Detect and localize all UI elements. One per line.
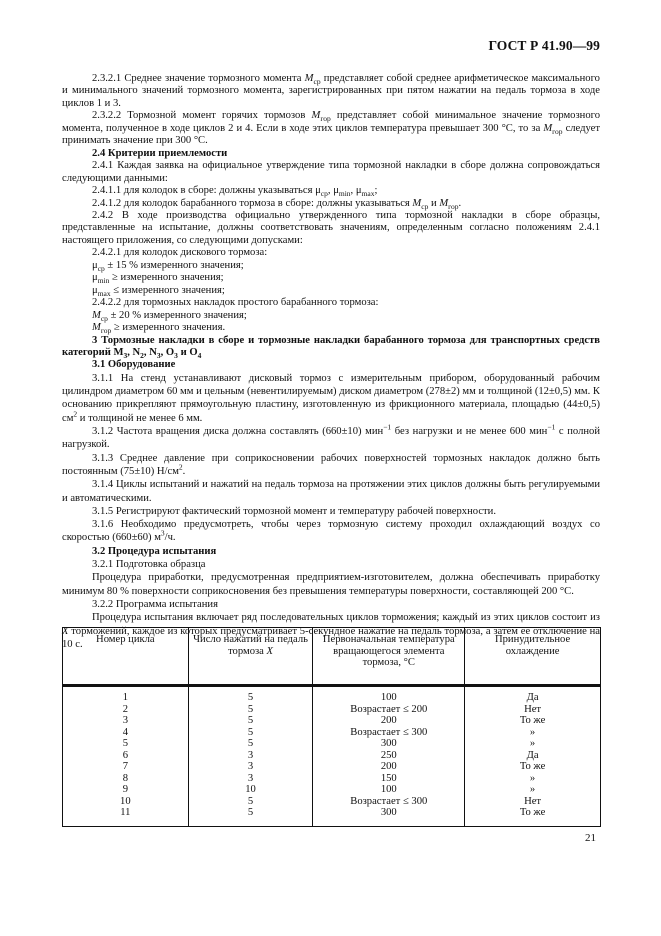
cell-forced-cooling: Да bbox=[465, 686, 601, 704]
column-header-cooling: Принудительное охлаждение bbox=[465, 628, 601, 686]
cell-initial-temperature: 200 bbox=[313, 715, 465, 727]
paragraph-3-1-1: 3.1.1 На стенд устанавливают дисковый тормоз с измерительным прибором, оборудованный рабочим цилиндром диаметром 60 мм и цельным (невентилируемым) диском диаметром (278±2) мм и толщиной (12±0,5) мм. К основанию прикрепляют прямоугольную пластину, изготовленную из фрикционного материала, площадью (44±0,5) $см^2$ и толщиной не менее 6 мм. bbox=[62, 372, 600, 424]
cell-initial-temperature: 100 bbox=[313, 686, 465, 704]
cell-initial-temperature: Возрастает ≤ 300 bbox=[313, 727, 465, 739]
page-number: 21 bbox=[585, 832, 596, 844]
column-header-cycle: Номер цикла bbox=[63, 628, 189, 686]
column-header-presses: Число нажатий на педаль тормоза X bbox=[188, 628, 313, 686]
cell-cycle-number: 2 bbox=[63, 704, 189, 716]
table-row bbox=[63, 738, 601, 750]
paragraph-2-4-1-1: 2.4.1.1 для колодок в сборе: должны указываться $\mu_{ср}$, $\mu_{min}$, $\mu_{max}$; bbox=[92, 185, 378, 199]
cell-press-count: 5 bbox=[188, 738, 313, 750]
table-row bbox=[63, 796, 601, 808]
table-row bbox=[63, 773, 601, 785]
paragraph-2-3-2-2: 2.3.2.2 Тормозной момент горячих тормозов $M_{гор}$ представляет собой минимальное значение тормозного момента, полученное в ходе циклов 2 и 4. Если в ходе этих циклов температура превышает 300 °С, то за $M_{гор}$ следует принимать значение при 300 °С. bbox=[62, 110, 600, 147]
cell-forced-cooling: » bbox=[465, 727, 601, 739]
table-row bbox=[63, 715, 601, 727]
cell-cycle-number: 3 bbox=[63, 715, 189, 727]
cell-initial-temperature: 300 bbox=[313, 807, 465, 826]
cell-forced-cooling: Да bbox=[465, 750, 601, 762]
document-header-id: ГОСТ Р 41.90—99 bbox=[488, 38, 600, 53]
cell-cycle-number: 9 bbox=[63, 784, 189, 796]
paragraph-3-1-3: 3.1.3 Среднее давление при соприкосновении рабочих поверхностей тормозных накладок должно быть постоянным (75±10) $Н/см^2$. bbox=[62, 452, 600, 477]
tolerance-mu-sr: $\mu_{ср} \pm 15$ % измеренного значения; bbox=[92, 259, 244, 273]
paragraph-3-1-2: 3.1.2 Частота вращения диска должна составлять (660±10) мин$^{-1}$ без нагрузки и не менее 600 мин$^{-1}$ с полной нагрузкой. bbox=[62, 422, 600, 451]
paragraph-2-4-2-1: 2.4.2.1 для колодок дискового тормоза: bbox=[92, 247, 268, 259]
heading-3-2: 3.2 Процедура испытания bbox=[92, 545, 217, 557]
cell-press-count: 5 bbox=[188, 807, 313, 826]
table-row bbox=[63, 727, 601, 739]
tolerance-m-sr: $M_{ср} \pm 20$ % измеренного значения; bbox=[92, 309, 247, 323]
paragraph-3-1-5: 3.1.5 Регистрируют фактический тормозной момент и температуру рабочей поверхности. bbox=[92, 505, 496, 517]
cell-press-count: 3 bbox=[188, 750, 313, 762]
cell-press-count: 10 bbox=[188, 784, 313, 796]
cell-initial-temperature: Возрастает ≤ 200 bbox=[313, 704, 465, 716]
column-header-temperature: Первоначальная температура вращающегося элемента тормоза, °С bbox=[313, 628, 465, 686]
cell-cycle-number: 7 bbox=[63, 761, 189, 773]
tolerance-mu-max: $\mu_{max}$ ≤ измеренного значения; bbox=[92, 284, 225, 298]
paragraph-3-2-1-text: Процедура приработки, предусмотренная предприятием-изготовителем, должна обеспечивать приработку минимум 80 % поверхности соприкосновения без превышения температуры поверхности, составляющей 200 °С. bbox=[62, 572, 600, 597]
cell-cycle-number: 4 bbox=[63, 727, 189, 739]
cell-forced-cooling: » bbox=[465, 784, 601, 796]
cell-forced-cooling: То же bbox=[465, 715, 601, 727]
table-row bbox=[63, 761, 601, 773]
cell-initial-temperature: 200 bbox=[313, 761, 465, 773]
cell-press-count: 5 bbox=[188, 704, 313, 716]
tolerance-mu-min: $\mu_{min}$ ≥ измеренного значения; bbox=[92, 272, 224, 286]
cell-cycle-number: 6 bbox=[63, 750, 189, 762]
test-cycle-table bbox=[62, 627, 601, 827]
table-row bbox=[63, 784, 601, 796]
cell-forced-cooling: То же bbox=[465, 761, 601, 773]
paragraph-2-4-1-2: 2.4.1.2 для колодок барабанного тормоза в сборе: должны указываться $M_{ср}$ и $M_{гор}$. bbox=[92, 197, 462, 211]
table-header-row bbox=[63, 628, 601, 686]
cell-press-count: 5 bbox=[188, 796, 313, 808]
paragraph-3-2-2: 3.2.2 Программа испытания bbox=[92, 598, 218, 610]
table-row bbox=[63, 686, 601, 704]
paragraph-2-4-2-2: 2.4.2.2 для тормозных накладок простого барабанного тормоза: bbox=[92, 297, 379, 309]
cell-initial-temperature: 250 bbox=[313, 750, 465, 762]
document-body bbox=[62, 73, 600, 651]
paragraph-2-3-2-1: 2.3.2.1 Среднее значение тормозного момента $M_{ср}$ представляет собой среднее арифметическое максимального и минимального значений тормозного момента, зарегистрированных при пятом нажатии на педаль тормоза в ходе циклов 1 и 3. bbox=[62, 73, 600, 109]
cell-cycle-number: 11 bbox=[63, 807, 189, 826]
paragraph-3-2-1: 3.2.1 Подготовка образца bbox=[92, 559, 206, 571]
cell-cycle-number: 10 bbox=[63, 796, 189, 808]
paragraph-3-1-6: 3.1.6 Необходимо предусмотреть, чтобы через тормозную систему проходил охлаждающий воздух со скоростью (660±60) $м^3/ч$. bbox=[62, 519, 600, 544]
paragraph-2-4-1: 2.4.1 Каждая заявка на официальное утверждение типа тормозной накладки в сборе должна сопровождаться следующими данными: bbox=[62, 160, 600, 184]
paragraph-3-2-2-text: Процедура испытания включает ряд последовательных циклов торможения; каждый из этих циклов состоит из X торможений, каждое из которых предусматривает 5-секундное нажатие на педаль тормоза, а затем ее отключение на 10 с. bbox=[62, 612, 600, 650]
cell-forced-cooling: » bbox=[465, 773, 601, 785]
table-row bbox=[63, 750, 601, 762]
cell-forced-cooling: То же bbox=[465, 807, 601, 826]
paragraph-3-1-4: 3.1.4 Циклы испытаний и нажатий на педаль тормоза на протяжении этих циклов должны быть регулируемыми и автоматическими. bbox=[62, 479, 600, 504]
cell-initial-temperature: 150 bbox=[313, 773, 465, 785]
heading-section-3: 3 Тормозные накладки в сборе и тормозные накладки барабанного тормоза для транспортных средств категорий $M_3$, $N_2$, $N_3$, $O_3$ и $O_4$ bbox=[62, 334, 600, 361]
cell-forced-cooling: Нет bbox=[465, 704, 601, 716]
cell-initial-temperature: 100 bbox=[313, 784, 465, 796]
cell-press-count: 5 bbox=[188, 715, 313, 727]
tolerance-m-gor: $M_{гор}$ ≥ измеренного значения. bbox=[92, 322, 226, 336]
cell-cycle-number: 8 bbox=[63, 773, 189, 785]
cell-forced-cooling: Нет bbox=[465, 796, 601, 808]
cell-forced-cooling: » bbox=[465, 738, 601, 750]
cell-press-count: 3 bbox=[188, 761, 313, 773]
cell-cycle-number: 5 bbox=[63, 738, 189, 750]
cell-cycle-number: 1 bbox=[63, 686, 189, 704]
cell-press-count: 5 bbox=[188, 727, 313, 739]
table-row bbox=[63, 807, 601, 826]
cell-press-count: 3 bbox=[188, 773, 313, 785]
heading-3-1: 3.1 Оборудование bbox=[92, 359, 176, 371]
paragraph-2-4-2: 2.4.2 В ходе производства официально утвержденного типа тормозной накладки в сборе образцы, представленные на испытание, должны соответствовать значениям, определенным согласно положениям 2.4.1 настоящего приложения, со следующими допусками: bbox=[62, 209, 600, 246]
table-row bbox=[63, 704, 601, 716]
heading-2-4: 2.4 Критерии приемлемости bbox=[92, 147, 228, 159]
cell-initial-temperature: 300 bbox=[313, 738, 465, 750]
cell-press-count: 5 bbox=[188, 686, 313, 704]
cell-initial-temperature: Возрастает ≤ 300 bbox=[313, 796, 465, 808]
